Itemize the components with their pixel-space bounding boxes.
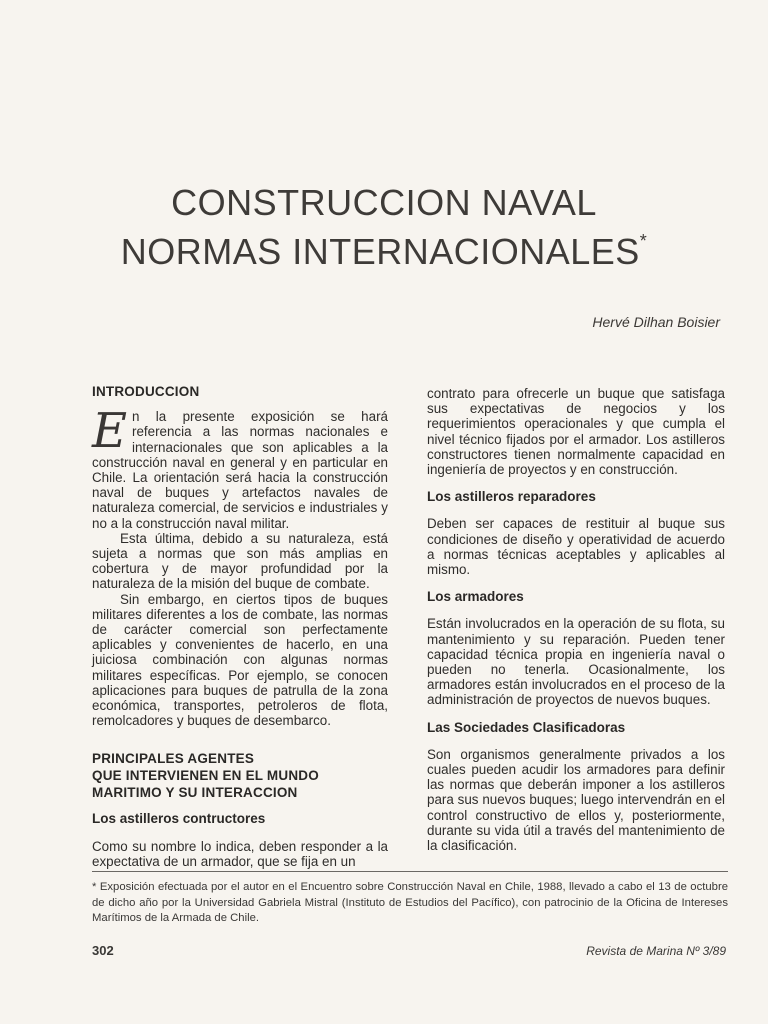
- subheading-armadores: Los armadores: [427, 589, 524, 605]
- journal-reference: Revista de Marina Nº 3/89: [586, 944, 726, 958]
- intro-paragraph-1-text: n la presente exposición se hará referencia a las normas nacionales e internacionales que son aplicables a la construcción naval en general y en particular en Chile. La orientación será hacia la construcción naval de buques y artefactos navales de naturaleza comercial, de servicios e industriales y no a la construcción naval militar.: [92, 409, 388, 531]
- agents-heading-line-1: PRINCIPALES AGENTES: [92, 751, 255, 767]
- title-line-1: CONSTRUCCION NAVAL: [171, 182, 597, 223]
- intro-heading: INTRODUCCION: [92, 384, 200, 399]
- sociedades-paragraph: Son organismos generalmente privados a los cuales pueden acudir los armadores para definir las normas que deberán imponer a los astilleros para sus nuevos buques; luego intervendrán en el control constructivo de ellos y, posteriormente, durante su vida útil a través del mantenimiento de la clasificación.: [427, 746, 725, 854]
- title-line-2: [0, 224, 768, 273]
- left-column: [92, 384, 388, 869]
- reparadores-paragraph: Deben ser capaces de restituir al buque sus condiciones de diseño y operatividad de acuerdo a normas técnicas aceptables y aplicables al mismo.: [427, 516, 725, 578]
- subheading-sociedades: Las Sociedades Clasificadoras: [427, 719, 626, 735]
- intro-paragraph-2: Esta última, debido a su naturaleza, está sujeta a normas que son más amplias en cobertura y de mayor profundidad por la naturaleza de la misión del buque de combate.: [92, 530, 388, 592]
- footnote-divider: [92, 871, 728, 872]
- title-line-2-text: NORMAS INTERNACIONALES: [120, 231, 640, 272]
- right-column: [427, 386, 725, 853]
- author-name: Hervé Dilhan Boisier: [592, 314, 720, 330]
- armadores-paragraph: Están involucrados en la operación de su flota, su mantenimiento y su reparación. Pueden tener capacidad técnica propia en ingeniería naval o pueden no tenerla. Ocasionalmente, los armadores están involucrados en el proceso de la administración de proyectos de nuevos buques.: [427, 616, 725, 708]
- subheading-constructores: Los astilleros contructores: [92, 811, 266, 827]
- agents-heading-line-2: QUE INTERVIENEN EN EL MUNDO: [92, 768, 319, 784]
- intro-paragraph-3: Sin embargo, en ciertos tipos de buques militares diferentes a los de combate, las normas de carácter comercial son perfectamente aplicables y convenientes de hacerlo, en una juiciosa combinación con algunas normas militares específicas. Por ejemplo, se conocen aplicaciones para buques de patrulla de la zona económica, transportes, petroleros de flota, remolcadores y buques de desembarco.: [92, 591, 388, 729]
- agents-heading: [92, 750, 388, 801]
- drop-cap: E: [92, 403, 128, 460]
- constructores-paragraph: Como su nombre lo indica, deben responder a la expectativa de un armador, que se fija en un: [92, 838, 388, 869]
- page-number: 302: [92, 943, 114, 958]
- contrato-paragraph: contrato para ofrecerle un buque que satisfaga sus expectativas de negocios y los requerimientos operacionales y que cumpla el nivel técnico fijados por el armador. Los astilleros constructores tienen normalmente capacidad en ingeniería de proyectos y en construcción.: [427, 386, 725, 478]
- agents-heading-line-3: MARITIMO Y SU INTERACCION: [92, 785, 298, 801]
- subheading-reparadores: Los astilleros reparadores: [427, 489, 596, 505]
- footnote: * Exposición efectuada por el autor en el Encuentro sobre Construcción Naval en Chile, 1988, llevado a cabo el 13 de octubre de dicho año por la Universidad Gabriela Mistral (Instituto de Estudios del Pacífico), con patrocinio de la Oficina de Intereses Marítimos de la Armada de Chile.: [92, 881, 728, 925]
- intro-paragraph-1: [92, 403, 388, 531]
- article-title: [0, 182, 768, 273]
- footnote-mark: *: [639, 231, 648, 251]
